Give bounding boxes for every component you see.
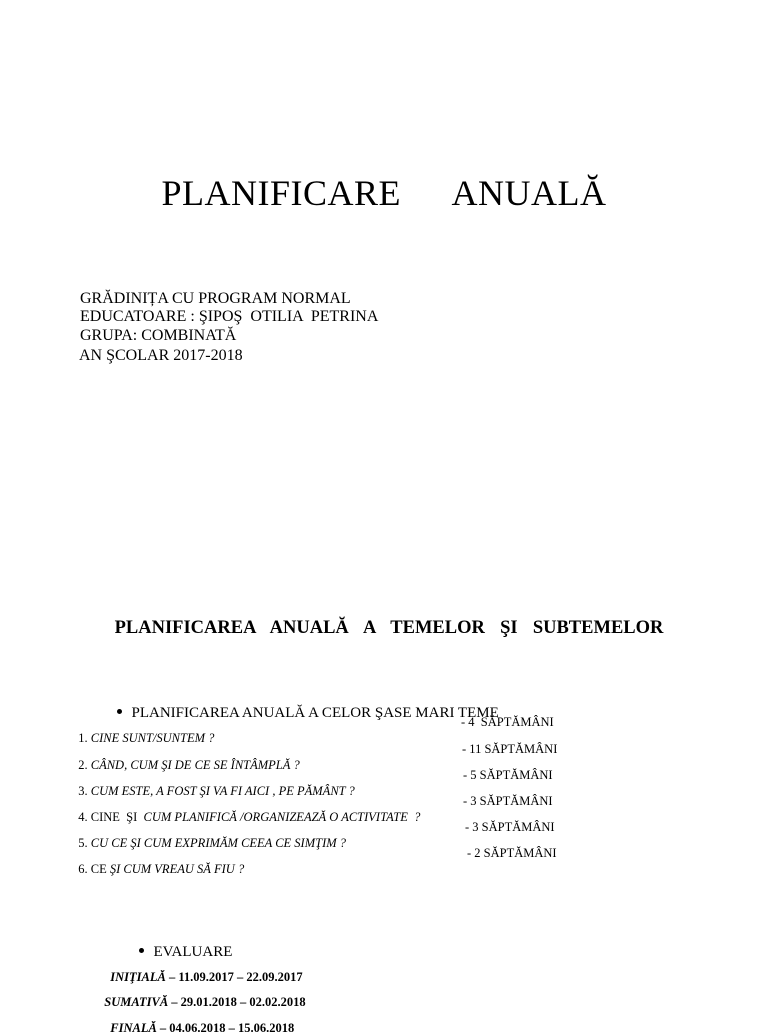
page-title: PLANIFICARE ANUALĂ [161,173,607,213]
theme-text: CÂND, CUM ŞI DE CE SE ÎNTÂMPLĂ ? [90,758,300,772]
theme-duration: - 4 SĂPTĂMÂNI [461,715,554,729]
theme-row [72,767,768,798]
theme-number: 6. [78,862,91,876]
theme-number: 4. [78,810,91,824]
theme-number: 3. [78,784,91,798]
theme-row [72,714,768,745]
educator-line: EDUCATOARE : ŞIPOŞ OTILIA PETRINA [80,308,379,325]
theme-text: ŞI CUM VREAU SĂ FIU ? [109,862,245,876]
theme-text: CUM ESTE, A FOST ŞI VA FI AICI , PE PĂMÂNT ? [90,784,355,798]
evaluation-label: INIŢIALĂ [110,970,166,984]
theme-row [72,741,768,772]
theme-row [72,819,768,850]
theme-duration: - 5 SĂPTĂMÂNI [463,768,553,782]
theme-row [72,845,768,876]
evaluation-label: SUMATIVĂ [104,995,169,1009]
theme-text: CUM PLANIFICĂ /ORGANIZEAZĂ O ACTIVITATE ? [143,810,421,824]
evaluation-period: – 11.09.2017 – 22.09.2017 [165,970,303,984]
themes-heading-text: PLANIFICAREA ANUALĂ A CELOR ŞASE MARI TEME [131,705,499,721]
theme-text: CINE SUNT/SUNTEM ? [90,731,215,745]
theme-text-plain: CE [90,862,110,876]
evaluation-row [104,1004,294,1036]
evaluation-period: – 29.01.2018 – 02.02.2018 [168,995,306,1009]
theme-text: CU CE ŞI CUM EXPRIMĂM CEEA CE SIMŢIM ? [90,836,347,850]
theme-number: 1. [78,731,91,745]
evaluation-period: – 04.06.2018 – 15.06.2018 [156,1021,295,1035]
theme-number: 2. [78,758,91,772]
theme-duration: - 3 SĂPTĂMÂNI [465,820,555,834]
group-line: GRUPA: COMBINATĂ [80,327,237,344]
theme-row [72,793,768,824]
theme-duration: - 3 SĂPTĂMÂNI [463,794,553,808]
theme-duration: - 11 SĂPTĂMÂNI [462,742,558,756]
theme-duration: - 2 SĂPTĂMÂNI [467,846,557,860]
school-year-line: AN ŞCOLAR 2017-2018 [79,347,243,364]
theme-text-plain: CINE ŞI [90,810,144,824]
theme-number: 5. [78,836,91,850]
evaluation-label: FINALĂ [110,1021,157,1035]
kindergarten-line: GRĂDINIȚA CU PROGRAM NORMAL [80,290,351,307]
section-title: PLANIFICAREA ANUALĂ A TEMELOR ŞI SUBTEMELOR [114,618,664,638]
evaluation-heading-text: EVALUARE [153,944,233,960]
